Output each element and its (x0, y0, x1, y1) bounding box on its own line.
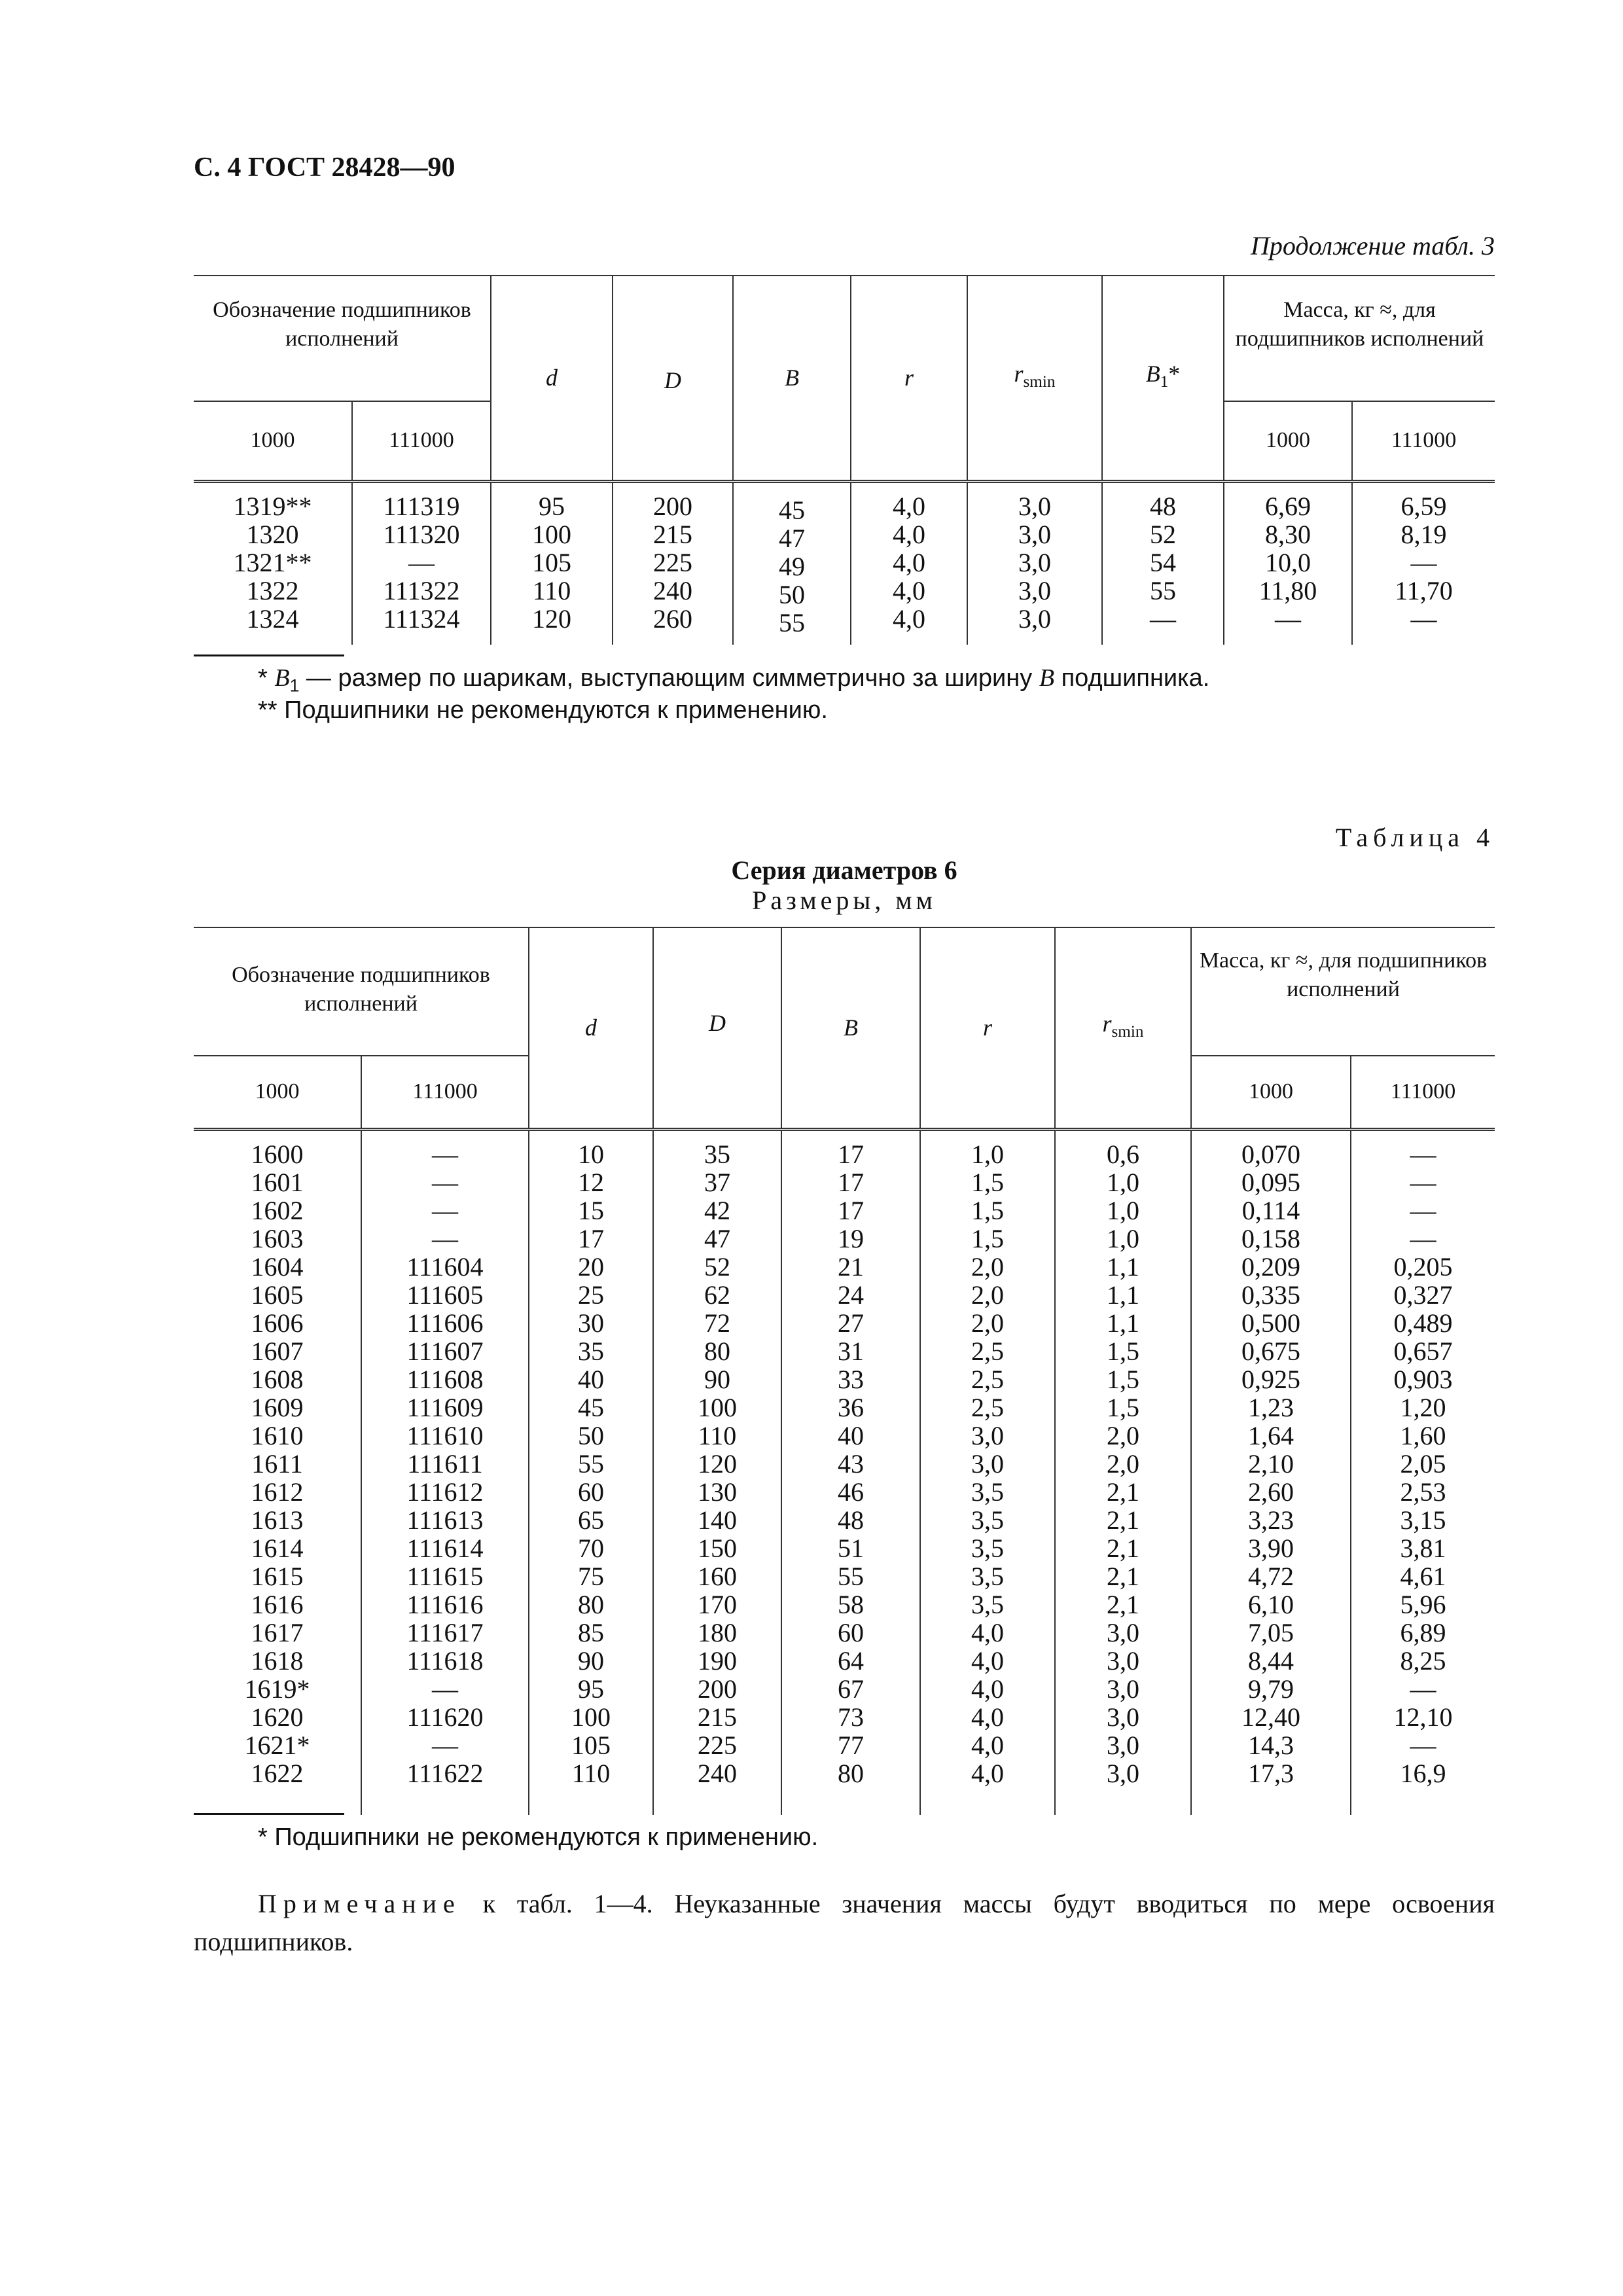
col-1000-values: 1600 1601 1602 1603 1604 1605 1606 1607 1608 1609 1610 1611 1612 1613 1614 1615 1616 1617 1618 1619* 1620 1621* 1622 (244, 1139, 310, 1788)
rsmin-header: $r_{smin}$ (1055, 927, 1191, 1129)
col-B1-values: 48 52 54 55 — (1102, 481, 1224, 645)
d-header: d (491, 276, 613, 481)
B1-header: $B_1*$ (1102, 276, 1224, 481)
version-111000-header: 111000 (352, 401, 491, 481)
col-111000-values: — — — — 111604 111605 111606 111607 111608 111609 111610 111611 111612 111613 111614 111615 111616 111617 111618 — 111620 — 111622 (361, 1129, 529, 1815)
B-header: B (733, 276, 851, 481)
col-1000-values: 1319** 1320 1321** 1322 1324 (233, 491, 312, 634)
mass-111000-header: 111000 (1352, 401, 1495, 481)
col-rsmin-values: 0,6 1,0 1,0 1,0 1,1 1,1 1,1 1,5 1,5 1,5 2,0 2,0 2,1 2,1 2,1 2,1 2,1 3,0 3,0 3,0 3,0 3,0 3,0 (1055, 1129, 1191, 1815)
table-4 (194, 927, 1495, 1815)
footnote-not-recommended: * Подшипники не рекомендуются к применению. (258, 1823, 819, 1851)
col-D-values: 35 37 42 47 52 62 72 80 90 100 110 120 130 140 150 160 170 180 190 200 215 225 240 (653, 1129, 781, 1815)
mass-header: Масса, кг ≈, для подшипников исполнений (1191, 927, 1495, 1056)
footnote-rule (194, 1813, 344, 1815)
note-paragraph (194, 1885, 1495, 1961)
col-D-values: 200 215 225 240 260 (613, 481, 733, 645)
col-r-values: 1,0 1,5 1,5 1,5 2,0 2,0 2,0 2,5 2,5 2,5 3,0 3,0 3,5 3,5 3,5 3,5 3,5 4,0 4,0 4,0 4,0 4,0 4,0 (920, 1129, 1055, 1815)
col-mass-111000-values: 6,59 8,19 — 11,70 — (1352, 481, 1495, 645)
r-header: r (920, 927, 1055, 1129)
col-rsmin-values: 3,0 3,0 3,0 3,0 3,0 (967, 481, 1102, 645)
col-111000-values: 111319 111320 — 111322 111324 (352, 481, 491, 645)
mass-header: Масса, кг ≈, для подшипников исполнений (1224, 276, 1495, 401)
designation-header: Обозначение подшипников исполнений (213, 298, 471, 351)
col-mass-1000-values: 0,070 0,095 0,114 0,158 0,209 0,335 0,500 0,675 0,925 1,23 1,64 2,10 2,60 3,23 3,90 4,72 6,10 7,05 8,44 9,79 12,40 14,3 17,3 (1191, 1129, 1351, 1815)
table-4-title: Серия диаметров 6 (731, 855, 957, 885)
col-d-values: 10 12 15 17 20 25 30 35 40 45 50 55 60 65 70 75 80 85 90 95 100 105 110 (529, 1129, 653, 1815)
D-header: D (613, 276, 733, 481)
r-header: r (851, 276, 967, 481)
mass-111000-header: 111000 (1351, 1056, 1495, 1129)
B-header: B (781, 927, 920, 1129)
note-text: к табл. 1—4. Неуказанные значения массы будут вводиться по мере освоения подшипников. (194, 1889, 1495, 1956)
page-title: С. 4 ГОСТ 28428—90 (194, 152, 455, 183)
version-1000-header: 1000 (250, 428, 295, 453)
D-header: D (653, 927, 781, 1129)
version-1000-header: 1000 (255, 1079, 300, 1104)
mass-1000-header: 1000 (1191, 1056, 1351, 1129)
col-d-values: 95 100 105 110 120 (491, 481, 613, 645)
table-4-units: Размеры, мм (752, 886, 936, 915)
d-header: d (529, 927, 653, 1129)
col-mass-111000-values: — — — — 0,205 0,327 0,489 0,657 0,903 1,20 1,60 2,05 2,53 3,15 3,81 4,61 5,96 6,89 8,25 — 12,10 — 16,9 (1351, 1129, 1495, 1815)
rsmin-header: $r_{smin}$ (967, 276, 1102, 481)
col-B-values: 45 47 49 50 55 (733, 481, 851, 645)
table-3 (194, 275, 1495, 645)
footnote-b1: * $B_1$ — размер по шарикам, выступающим симметрично за ширину B подшипника. (258, 664, 1210, 696)
footnote-rule (194, 655, 344, 656)
mass-1000-header: 1000 (1224, 401, 1352, 481)
col-B-values: 17 17 17 19 21 24 27 31 33 36 40 43 46 48 51 55 58 60 64 67 73 77 80 (781, 1129, 920, 1815)
col-r-values: 4,0 4,0 4,0 4,0 4,0 (851, 481, 967, 645)
version-111000-header: 111000 (361, 1056, 529, 1129)
note-label: Примечание (258, 1889, 461, 1918)
footnote-not-recommended: ** Подшипники не рекомендуются к применению. (258, 696, 828, 724)
col-mass-1000-values: 6,69 8,30 10,0 11,80 — (1224, 481, 1352, 645)
designation-header: Обозначение подшипников исполнений (232, 963, 490, 1016)
table-continuation-label: Продолжение табл. 3 (1250, 231, 1495, 260)
table-4-label: Таблица 4 (1335, 823, 1495, 852)
